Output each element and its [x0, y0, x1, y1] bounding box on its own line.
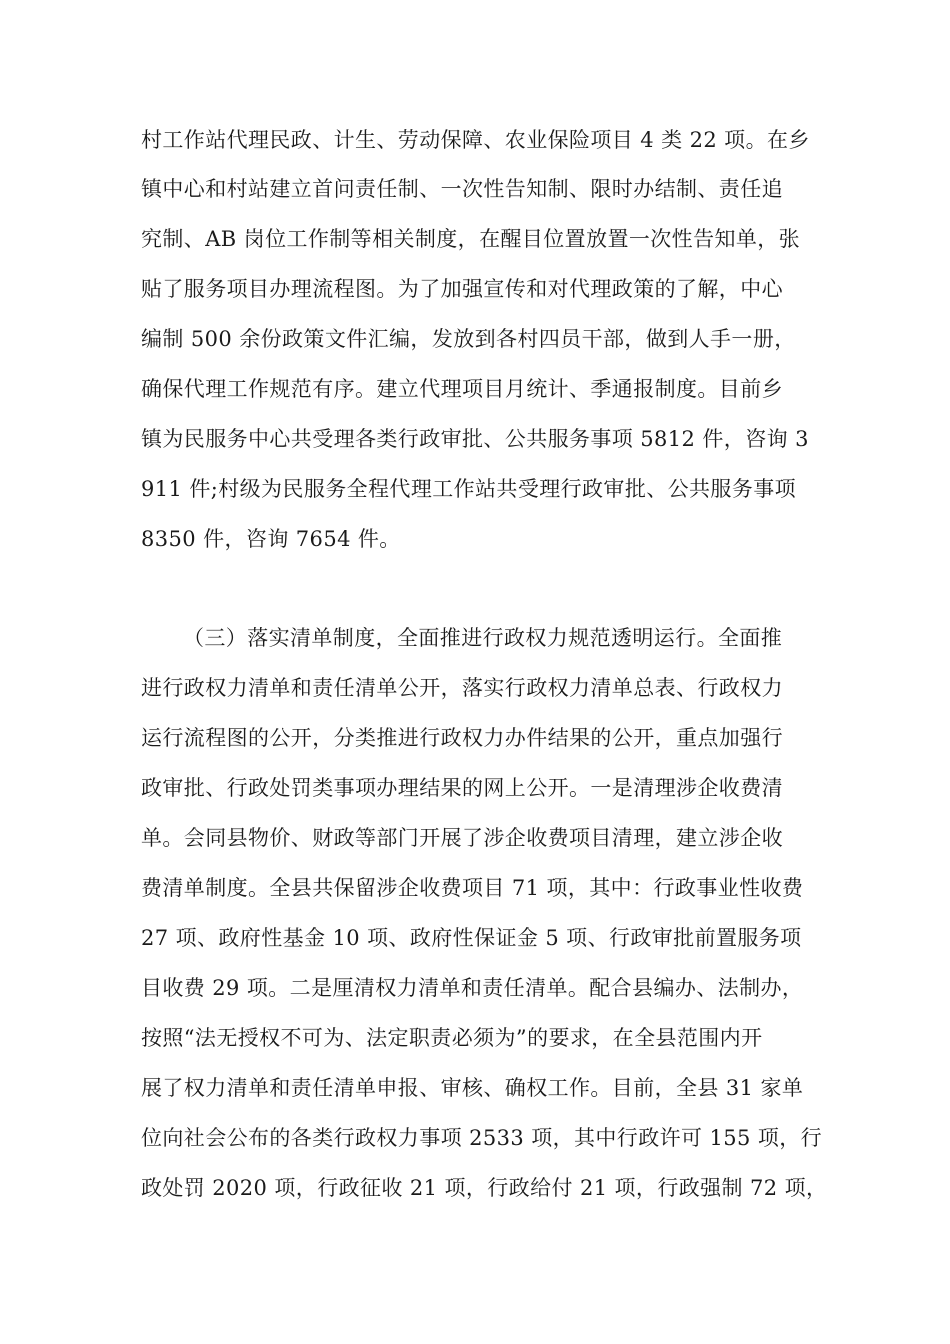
text-line: 911 件;村级为民服务全程代理工作站共受理行政审批、公共服务事项 [141, 477, 797, 501]
text-line: 究制、AB 岗位工作制等相关制度，在醒目位置放置一次性告知单，张 [141, 227, 801, 251]
text-line: 进行政权力清单和责任清单公开，落实行政权力清单总表、行政权力 [141, 676, 783, 700]
text-line: 8350 件，咨询 7654 件。 [141, 527, 401, 551]
text-line: 村工作站代理民政、计生、劳动保障、农业保险项目 4 类 22 项。在乡 [141, 128, 810, 152]
text-line: （三）落实清单制度，全面推进行政权力规范透明运行。全面推 [183, 626, 783, 650]
text-line: 编制 500 余份政策文件汇编，发放到各村四员干部，做到人手一册， [141, 327, 796, 351]
text-line: 镇中心和村站建立首问责任制、一次性告知制、限时办结制、责任追 [141, 177, 783, 201]
text-line: 27 项、政府性基金 10 项、政府性保证金 5 项、行政审批前置服务项 [141, 926, 802, 950]
text-line: 位向社会公布的各类行政权力事项 2533 项，其中行政许可 155 项，行 [141, 1126, 823, 1150]
text-line: 确保代理工作规范有序。建立代理项目月统计、季通报制度。目前乡 [141, 377, 783, 401]
text-line: 镇为民服务中心共受理各类行政审批、公共服务事项 5812 件，咨询 3 [141, 427, 809, 451]
text-line: 单。会同县物价、财政等部门开展了涉企收费项目清理，建立涉企收 [141, 826, 783, 850]
text-line: 贴了服务项目办理流程图。为了加强宣传和对代理政策的了解，中心 [141, 277, 783, 301]
text-line: 目收费 29 项。二是厘清权力清单和责任清单。配合县编办、法制办， [141, 976, 804, 1000]
text-line: 政审批、行政处罚类事项办理结果的网上公开。一是清理涉企收费清 [141, 776, 783, 800]
text-line: 运行流程图的公开，分类推进行政权力办件结果的公开，重点加强行 [141, 726, 783, 750]
text-line: 费清单制度。全县共保留涉企收费项目 71 项，其中：行政事业性收费 [141, 876, 804, 900]
text-line: 展了权力清单和责任清单申报、审核、确权工作。目前，全县 31 家单 [141, 1076, 804, 1100]
text-line: 按照“法无授权不可为、法定职责必须为”的要求，在全县范围内开 [141, 1026, 763, 1050]
text-line: 政处罚 2020 项，行政征收 21 项，行政给付 21 项，行政强制 72 项， [141, 1176, 828, 1200]
